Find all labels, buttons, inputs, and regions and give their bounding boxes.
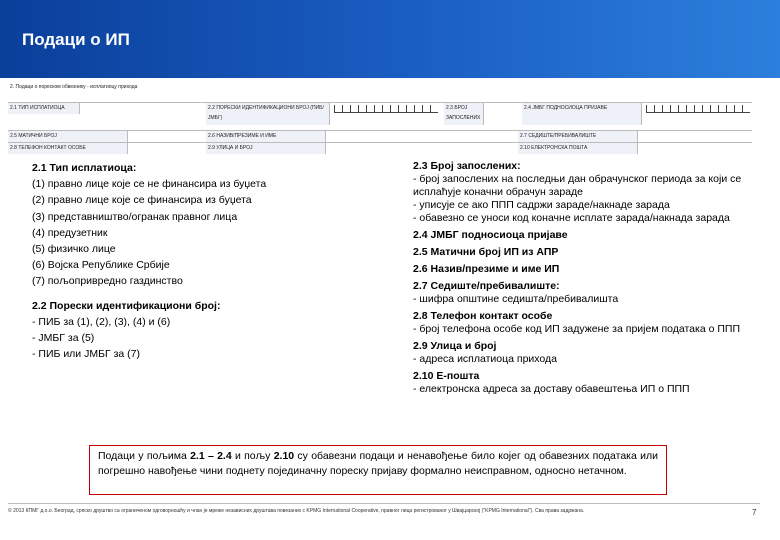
section-title-2-6: 2.6 Назив/презиме и име ИП xyxy=(413,263,560,275)
form-cell: 2.10 ЕЛЕКТРОНСКА ПОШТА xyxy=(518,143,638,154)
form-cell: 2.9 УЛИЦА И БРОЈ xyxy=(206,143,326,154)
list-item: (3) представништво/огранак правног лица xyxy=(32,210,238,223)
footer-copyright: © 2013 КПМГ д.о.о. Београд, српско друштво са ограниченом одговорношћу и члан је мреже независних друштава повезаних с KPMG International Cooperative, правног лица регистрованог у Швајцарској ("KPMG International"). Сва права задржана. xyxy=(8,508,585,514)
description: - број запослених на последњи дан обрачунског периода за који се исплаћује коначни обрачун зараде xyxy=(413,173,742,198)
list-item: - ПИБ за (1), (2), (3), (4) и (6) xyxy=(32,315,171,328)
form-caption: 2. Подаци о пореском обвезнику - исплатиоцу прихода xyxy=(10,84,138,90)
notice-field-2-10: 2.10 xyxy=(273,450,295,462)
section-title-2-3: 2.3 Број запослених: xyxy=(413,160,521,172)
left-column xyxy=(32,160,302,362)
form-cell: 2.3 БРОЈ ЗАПОСЛЕНИХ xyxy=(444,103,484,125)
pib-boxes xyxy=(334,105,438,113)
section-title-2-5: 2.5 Матични број ИП из АПР xyxy=(413,246,559,258)
right-column xyxy=(413,160,753,396)
description: - уписује се ако ППП садржи зараде/накнаде зарада xyxy=(413,199,670,211)
description: - обавезно се уноси код коначне исплате зарада/накнада зарада xyxy=(413,212,730,224)
form-cell: 2.7 СЕДИШТЕ/ПРЕБИВАЛИШТЕ xyxy=(518,131,638,142)
header-banner xyxy=(0,0,780,78)
section-title-2-4: 2.4 ЈМБГ подносиоца пријаве xyxy=(413,229,568,241)
notice-text: Подаци у пољима xyxy=(98,450,191,462)
notice-text: су обавезни подаци и ненавођење било којег од обавезних података или погрешно навођење чини поднету појединачну пореску пријаву формално неисправном, односно нетачном. xyxy=(98,450,658,477)
list-item: (4) предузетник xyxy=(32,226,108,239)
form-row-3 xyxy=(8,142,752,155)
description: - шифра општине седишта/пребивалишта xyxy=(413,293,619,305)
form-cell: 2.4 ЈМБГ ПОДНОСИОЦА ПРИЈАВЕ xyxy=(522,103,642,125)
notice-text: и пољу xyxy=(231,450,274,462)
list-item: - ЈМБГ за (5) xyxy=(32,332,95,345)
page-title: Подаци о ИП xyxy=(22,30,130,49)
section-title-2-10: 2.10 Е-пошта xyxy=(413,370,480,382)
description: - адреса исплатиоца прихода xyxy=(413,353,557,365)
form-cell: 2.6 НАЗИВ/ПРЕЗИМЕ И ИМЕ xyxy=(206,131,326,142)
list-item: (7) пољопривредно газдинство xyxy=(32,275,183,288)
list-item: (2) правно лице које се финансира из буџета xyxy=(32,194,252,207)
section-title-2-1: 2.1 Тип исплатиоца: xyxy=(32,162,137,174)
section-title-2-7: 2.7 Седиште/пребивалиште: xyxy=(413,280,560,292)
form-cell: 2.2 ПОРЕСКИ ИДЕНТИФИКАЦИОНИ БРОЈ (ПИБ/ЈМБГ) xyxy=(206,103,330,125)
mandatory-fields-notice xyxy=(89,445,667,495)
section-title-2-8: 2.8 Телефон контакт особе xyxy=(413,310,553,322)
page-number: 7 xyxy=(752,508,757,517)
list-item: (6) Војска Републике Србије xyxy=(32,259,170,272)
footer-divider xyxy=(8,503,760,504)
list-item: (5) физичко лице xyxy=(32,243,116,256)
form-excerpt xyxy=(8,82,752,154)
description: - број телефона особе код ИП задужене за пријем података о ППП xyxy=(413,323,740,335)
form-cell: 2.8 ТЕЛЕФОН КОНТАКТ ОСОБЕ xyxy=(8,143,128,154)
list-item: (1) правно лице које се не финансира из буџета xyxy=(32,178,267,191)
form-row-1 xyxy=(8,102,752,121)
form-cell: 2.1 ТИП ИСПЛАТИОЦА xyxy=(8,103,80,114)
form-cell: 2.5 МАТИЧНИ БРОЈ xyxy=(8,131,128,142)
section-title-2-2: 2.2 Порески идентификациони број: xyxy=(32,299,221,312)
notice-fields-range: 2.1 – 2.4 xyxy=(190,450,232,462)
jmbg-boxes xyxy=(646,105,750,113)
list-item: - ПИБ или ЈМБГ за (7) xyxy=(32,348,140,361)
description: - електронска адреса за доставу обавештења ИП о ППП xyxy=(413,383,690,395)
section-title-2-9: 2.9 Улица и број xyxy=(413,340,497,352)
